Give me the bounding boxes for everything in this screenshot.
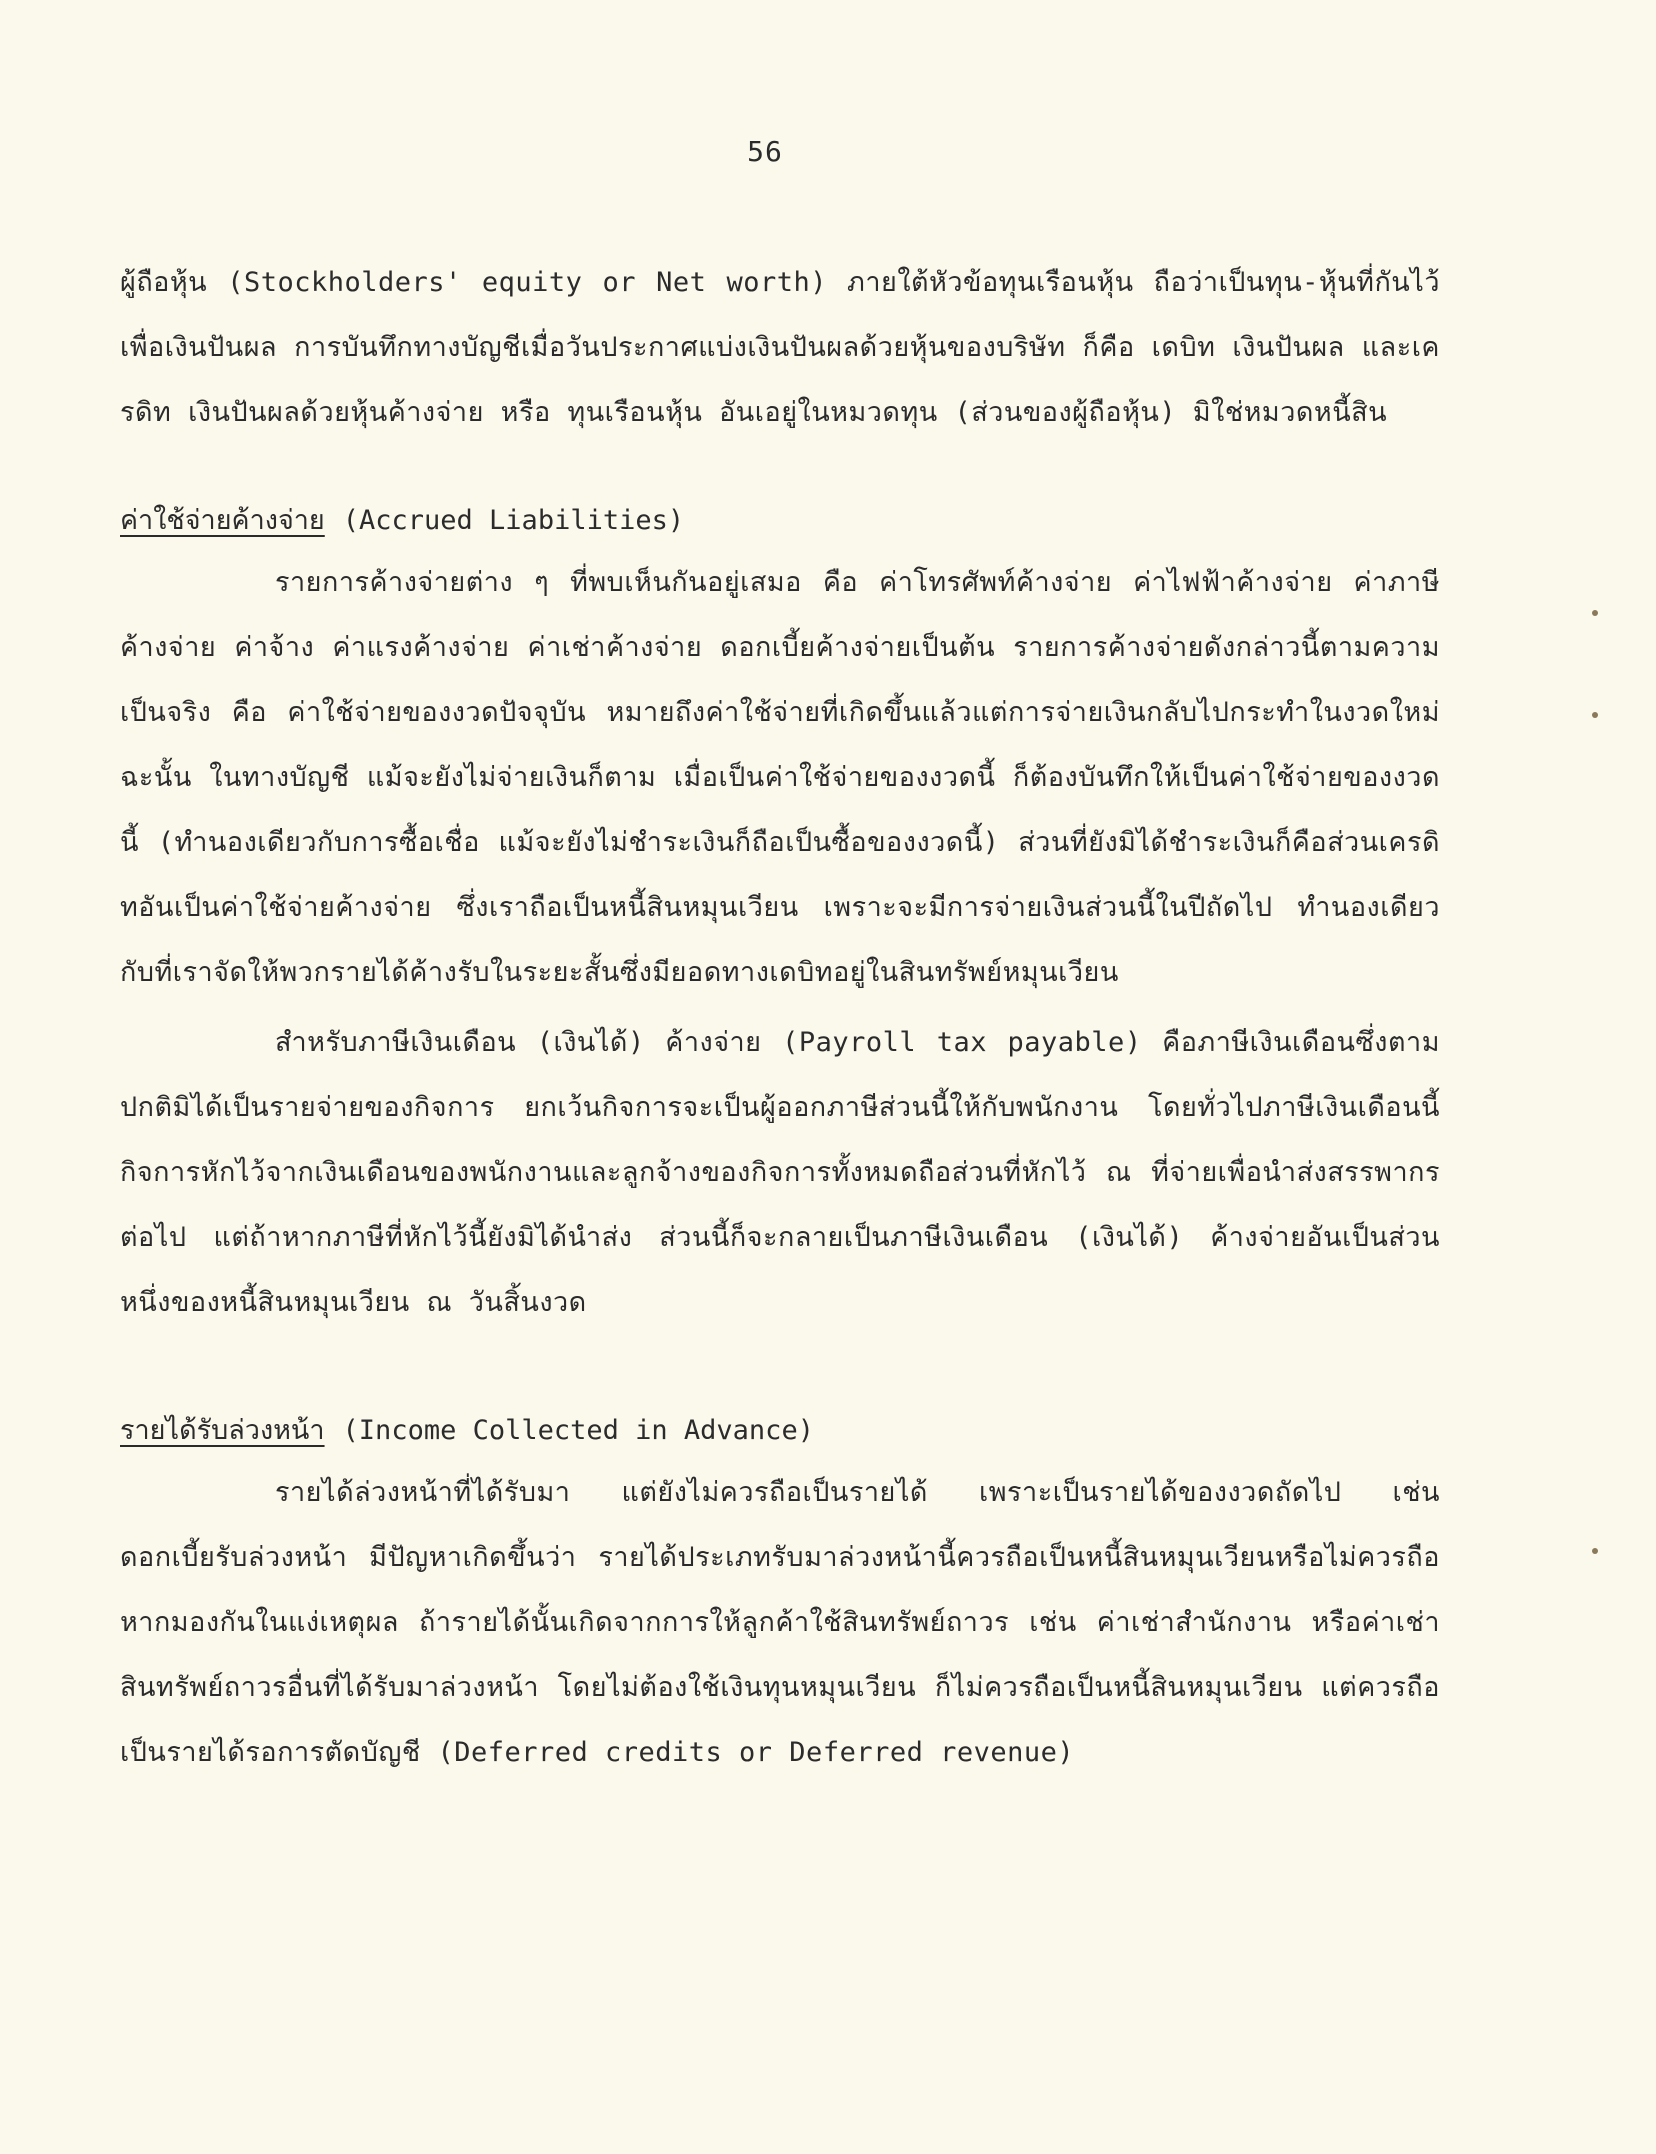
paragraph-payroll-tax: สำหรับภาษีเงินเดือน (เงินได้) ค้างจ่าย (Payroll tax payable) คือภาษีเงินเดือนซึ่งตามปกติมิได้เป็นรายจ่ายของกิจการ ยกเว้นกิจการจะเป็นผู้ออกภาษีส่วนนี้ให้กับพนักงาน โดยทั่วไปภาษีเงินเดือนนี้กิจการหักไว้จากเงินเดือนของพนักงานและลูกจ้างของกิจการทั้งหมดถือส่วนที่หักไว้ ณ ที่จ่ายเพื่อนำส่งสรรพากรต่อไป แต่ถ้าหากภาษีที่หักไว้นี้ยังมิได้นำส่ง ส่วนนี้ก็จะกลายเป็นภาษีเงินเดือน (เงินได้) ค้างจ่ายอันเป็นส่วนหนึ่งของหนี้สินหมุนเวียน ณ วันสิ้นงวด	[120, 1027, 1440, 1318]
paper-speck	[1592, 1548, 1598, 1554]
page-number: 56	[747, 135, 783, 168]
heading-english: (Accrued Liabilities)	[342, 505, 685, 536]
paper-speck	[1592, 610, 1598, 616]
heading-thai: ค่าใช้จ่ายค้างจ่าย	[120, 505, 325, 536]
paper-speck	[1592, 712, 1598, 718]
paragraph-stockholders-equity: ผู้ถือหุ้น (Stockholders' equity or Net worth) ภายใต้หัวข้อทุนเรือนหุ้น ถือว่าเป็นทุน-หุ้นที่กันไว้เพื่อเงินปันผล การบันทึกทางบัญชีเมื่อวันประกาศแบ่งเงินปันผลด้วยหุ้นของบริษัท ก็คือ เดบิท เงินปันผล และเครดิท เงินปันผลด้วยหุ้นค้างจ่าย หรือ ทุนเรือนหุ้น อันเอยู่ในหมวดทุน (ส่วนของผู้ถือหุ้น) มิใช่หมวดหนี้สิน	[120, 267, 1440, 428]
paragraph-accrued-items: รายการค้างจ่ายต่าง ๆ ที่พบเห็นกันอยู่เสมอ คือ ค่าโทรศัพท์ค้างจ่าย ค่าไฟฟ้าค้างจ่าย ค่าภาษีค้างจ่าย ค่าจ้าง ค่าแรงค้างจ่าย ค่าเช่าค้างจ่าย ดอกเบี้ยค้างจ่ายเป็นต้น รายการค้างจ่ายดังกล่าวนี้ตามความเป็นจริง คือ ค่าใช้จ่ายของงวดปัจจุบัน หมายถึงค่าใช้จ่ายที่เกิดขึ้นแล้วแต่การจ่ายเงินกลับไปกระทำในงวดใหม่ ฉะนั้น ในทางบัญชี แม้จะยังไม่จ่ายเงินก็ตาม เมื่อเป็นค่าใช้จ่ายของงวดนี้ ก็ต้องบันทึกให้เป็นค่าใช้จ่ายของงวดนี้ (ทำนองเดียวกับการซื้อเชื่อ แม้จะยังไม่ชำระเงินก็ถือเป็นซื้อของงวดนี้) ส่วนที่ยังมิได้ชำระเงินก็คือส่วนเครดิทอันเป็นค่าใช้จ่ายค้างจ่าย ซึ่งเราถือเป็นหนี้สินหมุนเวียน เพราะจะมีการจ่ายเงินส่วนนี้ในปีถัดไป ทำนองเดียวกับที่เราจัดให้พวกรายได้ค้างรับในระยะสั้นซึ่งมียอดทางเดบิทอยู่ในสินทรัพย์หมุนเวียน	[120, 567, 1440, 988]
heading-thai: รายได้รับล่วงหน้า	[120, 1415, 325, 1446]
paragraph-income-in-advance: รายได้ล่วงหน้าที่ได้รับมา แต่ยังไม่ควรถือเป็นรายได้ เพราะเป็นรายได้ของงวดถัดไป เช่น ดอกเบี้ยรับล่วงหน้า มีปัญหาเกิดขึ้นว่า รายได้ประเภทรับมาล่วงหน้านี้ควรถือเป็นหนี้สินหมุนเวียนหรือไม่ควรถือ หากมองกันในแง่เหตุผล ถ้ารายได้นั้นเกิดจากการให้ลูกค้าใช้สินทรัพย์ถาวร เช่น ค่าเช่าสำนักงาน หรือค่าเช่าสินทรัพย์ถาวรอื่นที่ได้รับมาล่วงหน้า โดยไม่ต้องใช้เงินทุนหมุนเวียน ก็ไม่ควรถือเป็นหนี้สินหมุนเวียน แต่ควรถือเป็นรายได้รอการตัดบัญชี (Deferred credits or Deferred revenue)	[120, 1477, 1440, 1768]
section-heading-accrued-liabilities	[120, 498, 684, 541]
section-heading-income-in-advance	[120, 1408, 814, 1451]
heading-english: (Income Collected in Advance)	[342, 1415, 814, 1446]
